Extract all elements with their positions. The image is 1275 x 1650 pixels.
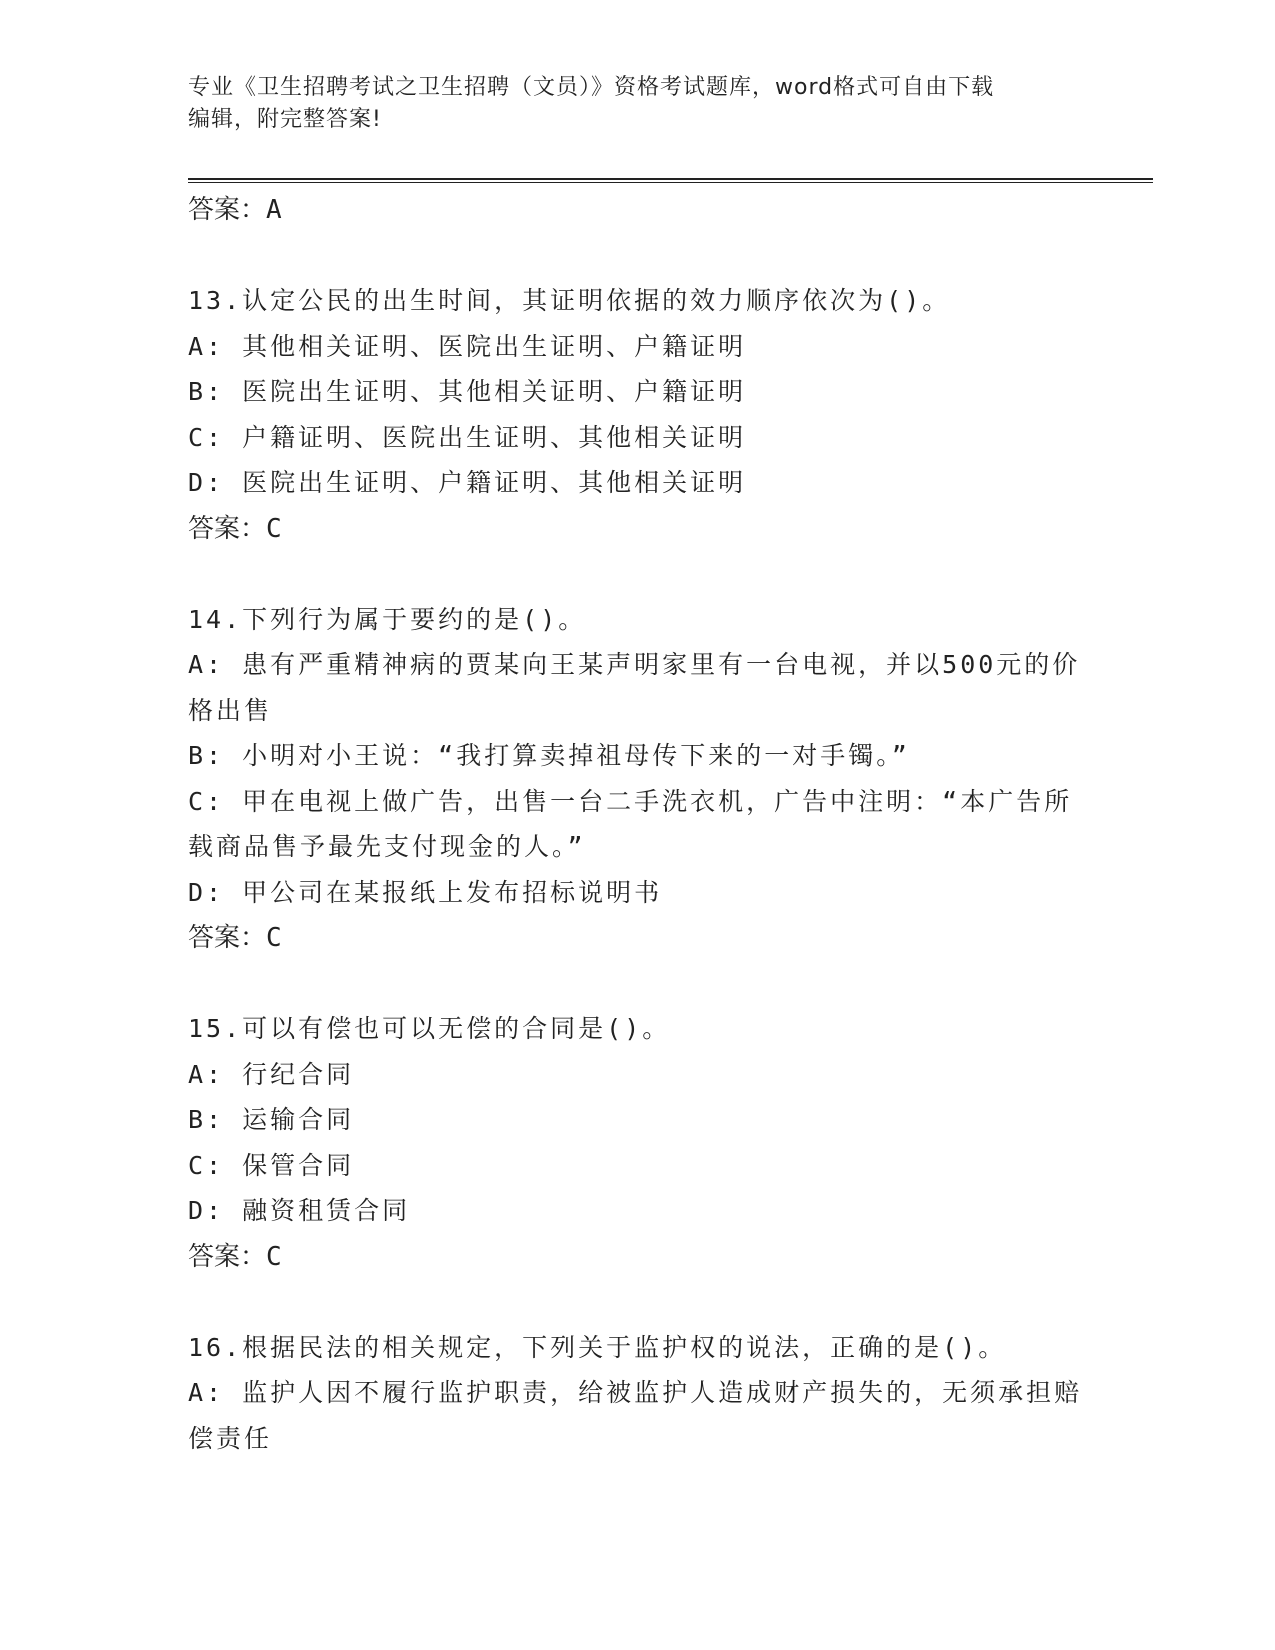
answer-label: 答案： [188, 195, 267, 225]
question-block [188, 597, 1088, 962]
option-c: C: 保管合同 [188, 1150, 355, 1180]
question-stem: 15.可以有偿也可以无偿的合同是()。 [188, 1014, 671, 1043]
answer-line [188, 506, 1088, 552]
answer-label: 答案： [188, 513, 267, 544]
option-a: A: 其他相关证明、医院出生证明、户籍证明 [188, 331, 747, 361]
document-header [188, 72, 1068, 136]
question-stem: 14.下列行为属于要约的是()。 [188, 604, 587, 634]
answer-value: C [266, 513, 282, 544]
option-d: D: 医院出生证明、户籍证明、其他相关证明 [188, 468, 747, 497]
question-block [188, 278, 1088, 552]
question-block [188, 1006, 1088, 1280]
answer-value: A [266, 195, 282, 225]
option-b: B: 运输合同 [188, 1105, 355, 1134]
document-body [188, 187, 1088, 1461]
answer-value: C [266, 1241, 282, 1272]
answer-label: 答案： [188, 923, 267, 953]
option-d: D: 融资租赁合同 [188, 1196, 411, 1225]
option-b: B: 小明对小王说：“我打算卖掉祖母传下来的一对手镯。” [188, 741, 910, 770]
option-a: A: 监护人因不履行监护职责，给被监护人造成财产损失的，无须承担赔偿责任 [188, 1378, 1083, 1453]
option-a: A: 行纪合同 [188, 1059, 355, 1089]
answer-value: C [266, 923, 282, 953]
header-divider [188, 178, 1153, 183]
option-a: A: 患有严重精神病的贾某向王某声明家里有一台电视，并以500元的价格出售 [188, 650, 1081, 725]
answer-label: 答案： [188, 1241, 267, 1272]
option-b: B: 医院出生证明、其他相关证明、户籍证明 [188, 377, 747, 406]
header-line-1: 专业《卫生招聘考试之卫生招聘（文员）》资格考试题库，word格式可自由下载 [188, 75, 995, 100]
question-stem: 13.认定公民的出生时间，其证明依据的效力顺序依次为()。 [188, 286, 951, 315]
answer-line [188, 915, 1088, 961]
header-line-2: 编辑，附完整答案! [188, 107, 382, 132]
question-block [188, 1325, 1088, 1462]
answer-line [188, 187, 1088, 233]
option-c: C: 户籍证明、医院出生证明、其他相关证明 [188, 422, 747, 452]
answer-line [188, 1234, 1088, 1280]
option-d: D: 甲公司在某报纸上发布招标说明书 [188, 877, 663, 907]
option-c: C: 甲在电视上做广告，出售一台二手洗衣机，广告中注明：“本广告所载商品售予最先支付现金的人。” [188, 786, 1073, 861]
question-stem: 16.根据民法的相关规定，下列关于监护权的说法，正确的是()。 [188, 1332, 1007, 1362]
